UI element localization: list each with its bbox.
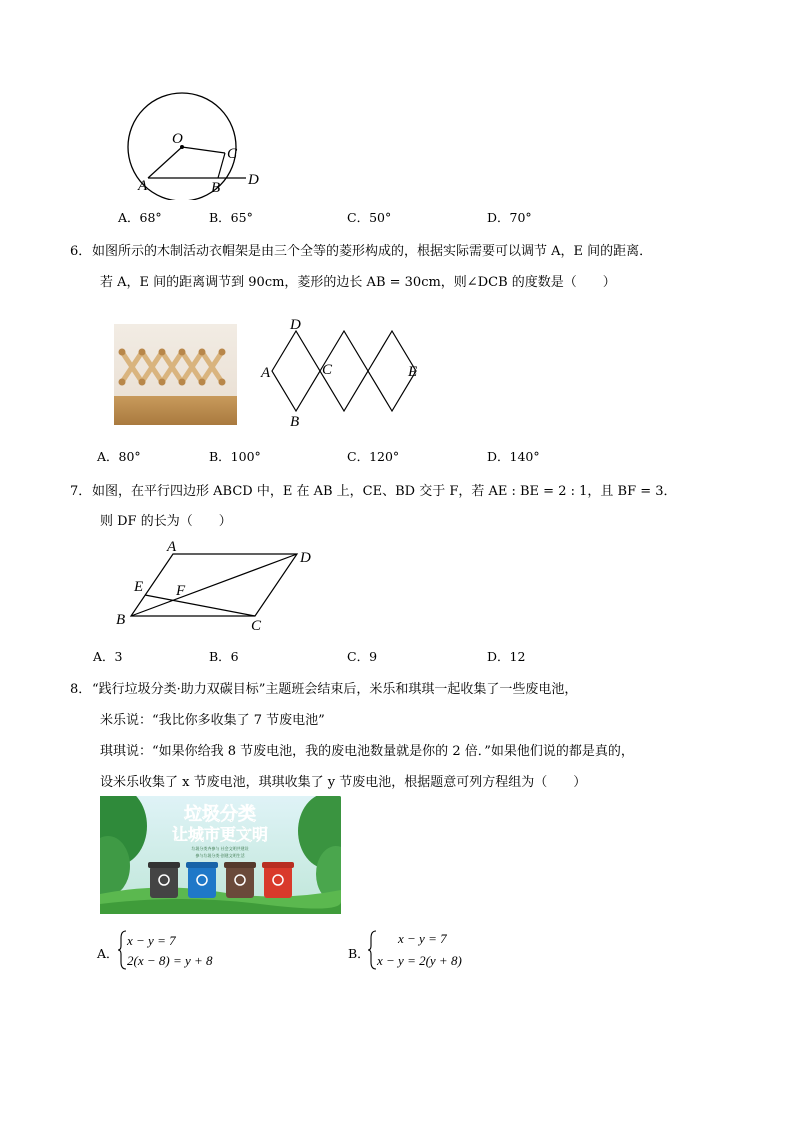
q7-number: 7． xyxy=(70,484,92,499)
label-o: O xyxy=(172,131,183,147)
q7-parallelogram-figure xyxy=(110,536,320,634)
label-e: E xyxy=(134,579,144,595)
label-b: B xyxy=(116,612,126,628)
label-d: D xyxy=(248,172,259,188)
q6-option-d[interactable]: D．140° xyxy=(487,449,540,464)
q6-rhombus-figure xyxy=(258,314,428,432)
poster-small2: 参与垃圾分类·创建文明生活 xyxy=(195,853,245,858)
q6-option-c[interactable]: C．120° xyxy=(347,449,400,464)
q7-option-a[interactable]: A．3 xyxy=(93,649,123,664)
q8-text-line4: 设米乐收集了 x 节废电池，琪琪收集了 y 节废电池，根据题意可列方程组为（ ） xyxy=(100,775,587,790)
q5-circle-figure xyxy=(120,90,280,200)
label-b: B xyxy=(290,414,300,430)
q8-text-line2: 米乐说：“我比你多收集了 7 节废电池” xyxy=(100,713,325,728)
q5-option-c[interactable]: C．50° xyxy=(347,210,392,225)
label-a: A xyxy=(138,178,148,194)
q6-coat-rack-photo xyxy=(114,324,237,425)
q6-option-b[interactable]: B．100° xyxy=(209,449,261,464)
q7-option-b[interactable]: B．6 xyxy=(209,649,239,664)
option-a-eq1: x − y = 7 xyxy=(127,933,176,948)
q8-text-line1: “践行垃圾分类·助力双碳目标”主题班会结束后，米乐和琪琪一起收集了一些废电池， xyxy=(92,682,578,697)
poster-small1: 垃圾分类齐参与 社会文明共建设 xyxy=(191,846,249,851)
q5-option-d[interactable]: D．70° xyxy=(487,210,532,225)
label-c: C xyxy=(227,146,238,162)
q8-option-a[interactable]: A． xyxy=(97,946,119,961)
q7-option-c[interactable]: C．9 xyxy=(347,649,378,664)
q6-number: 6． xyxy=(70,244,92,259)
q6-text-line1: 如图所示的木制活动衣帽架是由三个全等的菱形构成的，根据实际需要可以调节 A，E 间的距离． xyxy=(92,244,653,259)
q8-option-b[interactable]: B． xyxy=(348,946,370,961)
label-a: A xyxy=(261,365,271,381)
q6-option-a[interactable]: A．80° xyxy=(97,449,141,464)
q6-text-line2: 若 A，E 间的距离调节到 90cm，菱形的边长 AB = 30cm，则∠DCB 的度数是（ ） xyxy=(100,275,616,290)
q8-number: 8． xyxy=(70,682,92,697)
q5-option-b[interactable]: B．65° xyxy=(209,210,253,225)
poster-title1: 垃圾分类 xyxy=(184,804,256,825)
q8-option-b-system xyxy=(368,928,488,972)
q7-option-d[interactable]: D．12 xyxy=(487,649,526,664)
q7-text-line1: 如图，在平行四边形 ABCD 中，E 在 AB 上，CE、BD 交于 F，若 AE : BE = 2 : 1，且 BF = 3． xyxy=(92,484,677,499)
label-f: F xyxy=(176,583,186,599)
option-b-eq2: x − y = 2(y + 8) xyxy=(377,953,462,968)
label-a: A xyxy=(167,539,177,555)
q5-option-a[interactable]: A．68° xyxy=(118,210,162,225)
label-b: B xyxy=(211,180,221,196)
label-e: E xyxy=(408,364,418,380)
q8-text-line3: 琪琪说：“如果你给我 8 节废电池，我的废电池数量就是你的 2 倍．”如果他们说的都是真的， xyxy=(100,744,634,759)
option-b-eq1: x − y = 7 xyxy=(398,931,447,946)
q8-garbage-sorting-poster xyxy=(100,796,341,914)
option-a-eq2: 2(x − 8) = y + 8 xyxy=(127,953,213,968)
q7-text-line2: 则 DF 的长为（ ） xyxy=(100,514,232,529)
label-d: D xyxy=(300,550,311,566)
label-d: D xyxy=(290,317,301,333)
poster-title2: 让城市更文明 xyxy=(171,825,269,844)
label-c: C xyxy=(251,618,262,634)
label-c: C xyxy=(322,362,333,378)
q8-option-a-system xyxy=(118,928,228,972)
